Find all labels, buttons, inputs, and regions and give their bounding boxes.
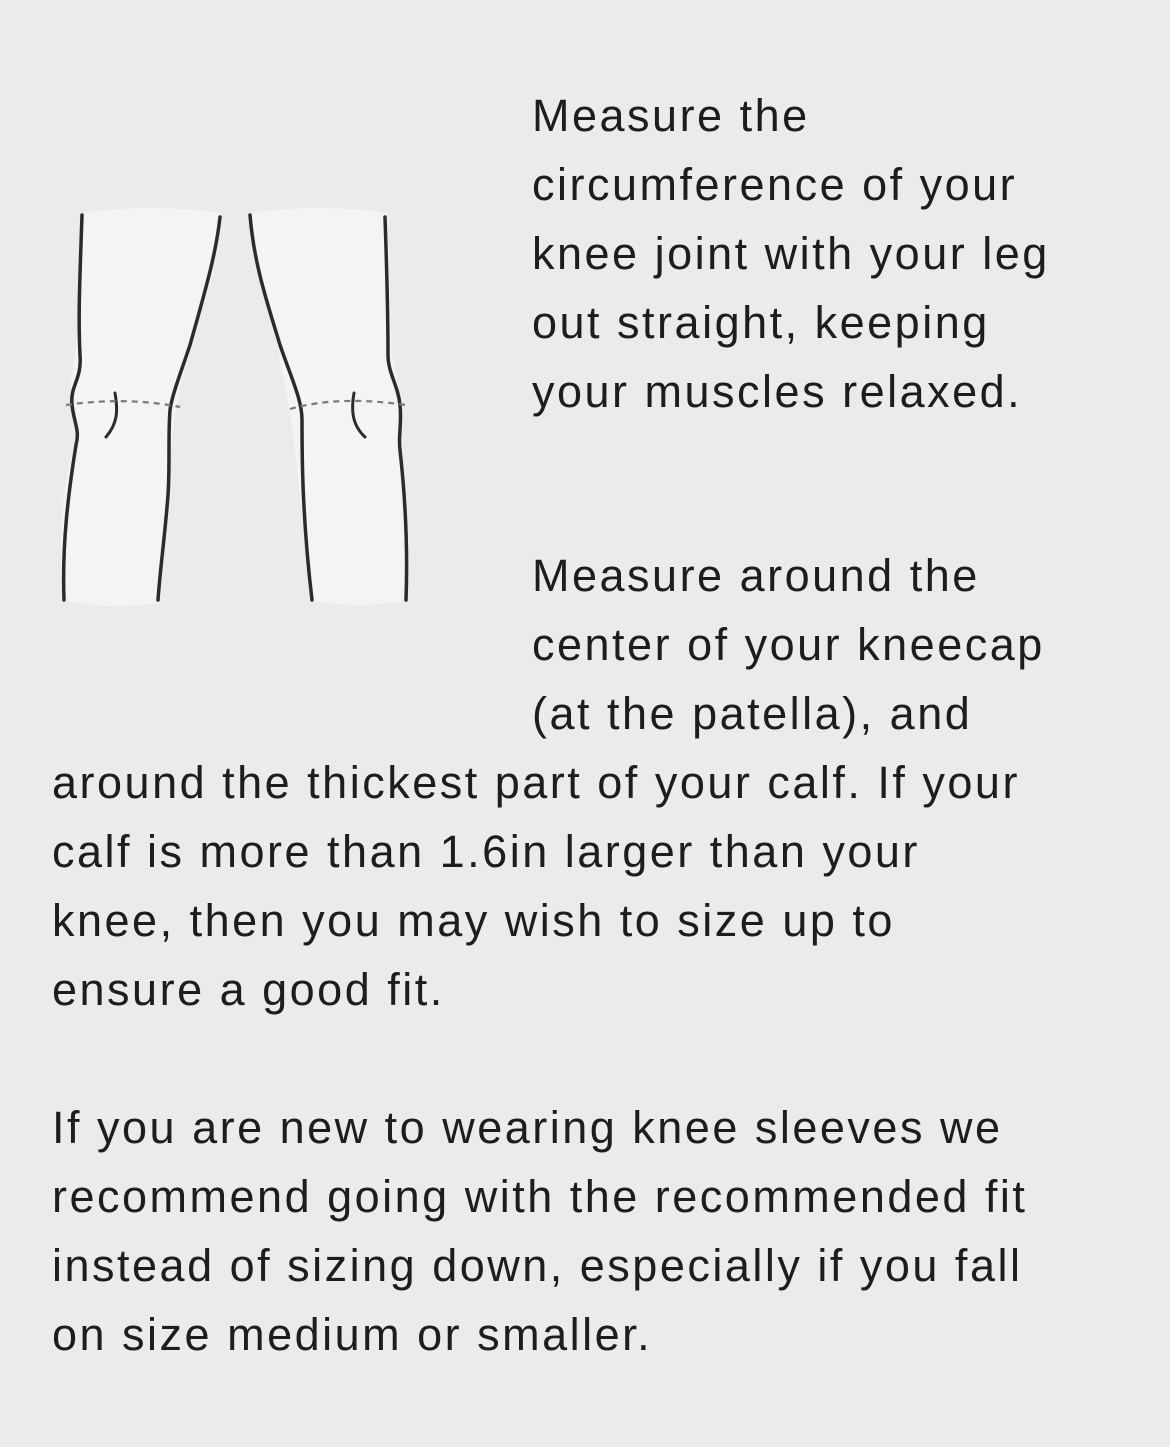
instruction-line: on size medium or smaller. — [52, 1309, 653, 1360]
instruction-line: knee joint with your leg — [532, 228, 1050, 279]
instruction-line: circumference of your — [532, 159, 1018, 210]
instruction-line: recommend going with the recommended fit — [52, 1171, 1028, 1222]
instruction-line: around the thickest part of your calf. If your — [52, 757, 1020, 808]
instruction-line: instead of sizing down, especially if you fall — [52, 1240, 1023, 1291]
knees-measurement-icon — [40, 195, 440, 625]
instruction-line: center of your kneecap — [532, 619, 1045, 670]
instruction-line: ensure a good fit. — [52, 964, 445, 1015]
instruction-line: Measure the — [532, 90, 810, 141]
instruction-line: (at the patella), and — [532, 688, 973, 739]
instruction-line: Measure around the — [532, 550, 980, 601]
instruction-line: If you are new to wearing knee sleeves we — [52, 1102, 1003, 1153]
instruction-line: out straight, keeping — [532, 297, 990, 348]
instruction-line: your muscles relaxed. — [532, 366, 1023, 417]
instruction-line: knee, then you may wish to size up to — [52, 895, 895, 946]
instruction-line: calf is more than 1.6in larger than your — [52, 826, 920, 877]
